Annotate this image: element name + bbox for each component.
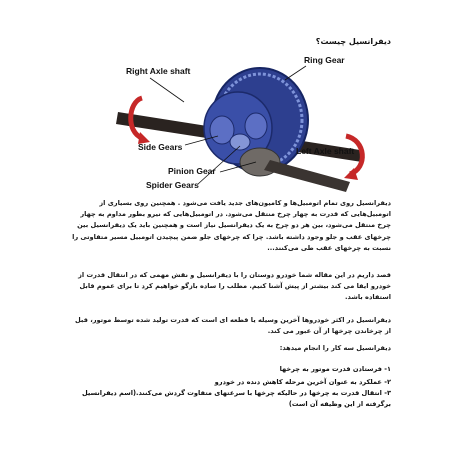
leader-ring-gear — [285, 66, 306, 80]
paragraph-purpose: قصد داریم در این مقاله شما خودرو دوستان را با دیفرانسیل و نقش مهمی که در انتقال قدرت از خودرو ایفا می کند بیشتر از پیش آشنا کنیم. مطلب را ساده بازگو خواهیم کرد تا برای عموم قابل استفاده باشد. — [78, 271, 391, 302]
differential-illustration — [110, 50, 380, 200]
page-title: دیفرانسیل چیست؟ — [315, 37, 391, 46]
paragraph-definition: دیفرانسیل در اکثر خودروها آخرین وسیله یا قطعه ای است که قدرت تولید شده توسط موتور، قبل از چرخاندن چرخها از آن عبور می کند. — [75, 316, 391, 336]
label-spider-gears: Spider Gears — [146, 180, 199, 190]
label-pinion-gear: Pinion Gear — [168, 166, 216, 176]
list-item: ۳- انتقال قدرت به چرخها در حالیکه چرخها با سرعتهای متفاوت گردش می‌کنند.(اسم دیفرانسیل برگرفته از این وظیفه آن است) — [82, 389, 391, 409]
label-right-axle-shaft: Right Axle shaft — [126, 66, 191, 76]
leader-right-axle — [150, 78, 184, 102]
list-item: ۱- فرستادن قدرت موتور به چرخها — [279, 365, 391, 373]
paragraph-intro: دیفرانسیل روی تمام اتومبیل‌ها و کامیون‌های جدید یافت می‌شود . همچنین روی بسیاری از اتومبیل‌هایی که قدرت به چهار چرخ منتقل می‌شود. در اتومبیل‌هایی که نیرو بطور مداوم به چهار چرخ منتقل می‌شود، بین هر دو چرخ به یک دیفرانسیل نیاز است و همچنین باید یک دیفرانسیل بین چرخهای عقب و جلو وجود داشته باشد. چرا که چرخهای جلو ضمن پیچیدن اتومبیل مسیر متفاوتی را نسبت به چرخهای عقب طی می‌کنند... — [72, 199, 391, 252]
differential-diagram — [110, 50, 380, 200]
spider-gear — [230, 134, 250, 150]
paragraph-functions-heading: دیفرانسیل سه کار را انجام میدهد: — [279, 344, 391, 352]
pinion-shaft — [264, 160, 350, 192]
label-side-gears: Side Gears — [138, 142, 183, 152]
side-gear-right — [245, 113, 267, 139]
label-left-axle-shaft: Left Axle shaft — [296, 146, 355, 156]
label-ring-gear: Ring Gear — [304, 55, 345, 65]
list-item: ۲- عملکرد به عنوان آخرین مرحله کاهش دنده در خودرو — [214, 378, 391, 386]
